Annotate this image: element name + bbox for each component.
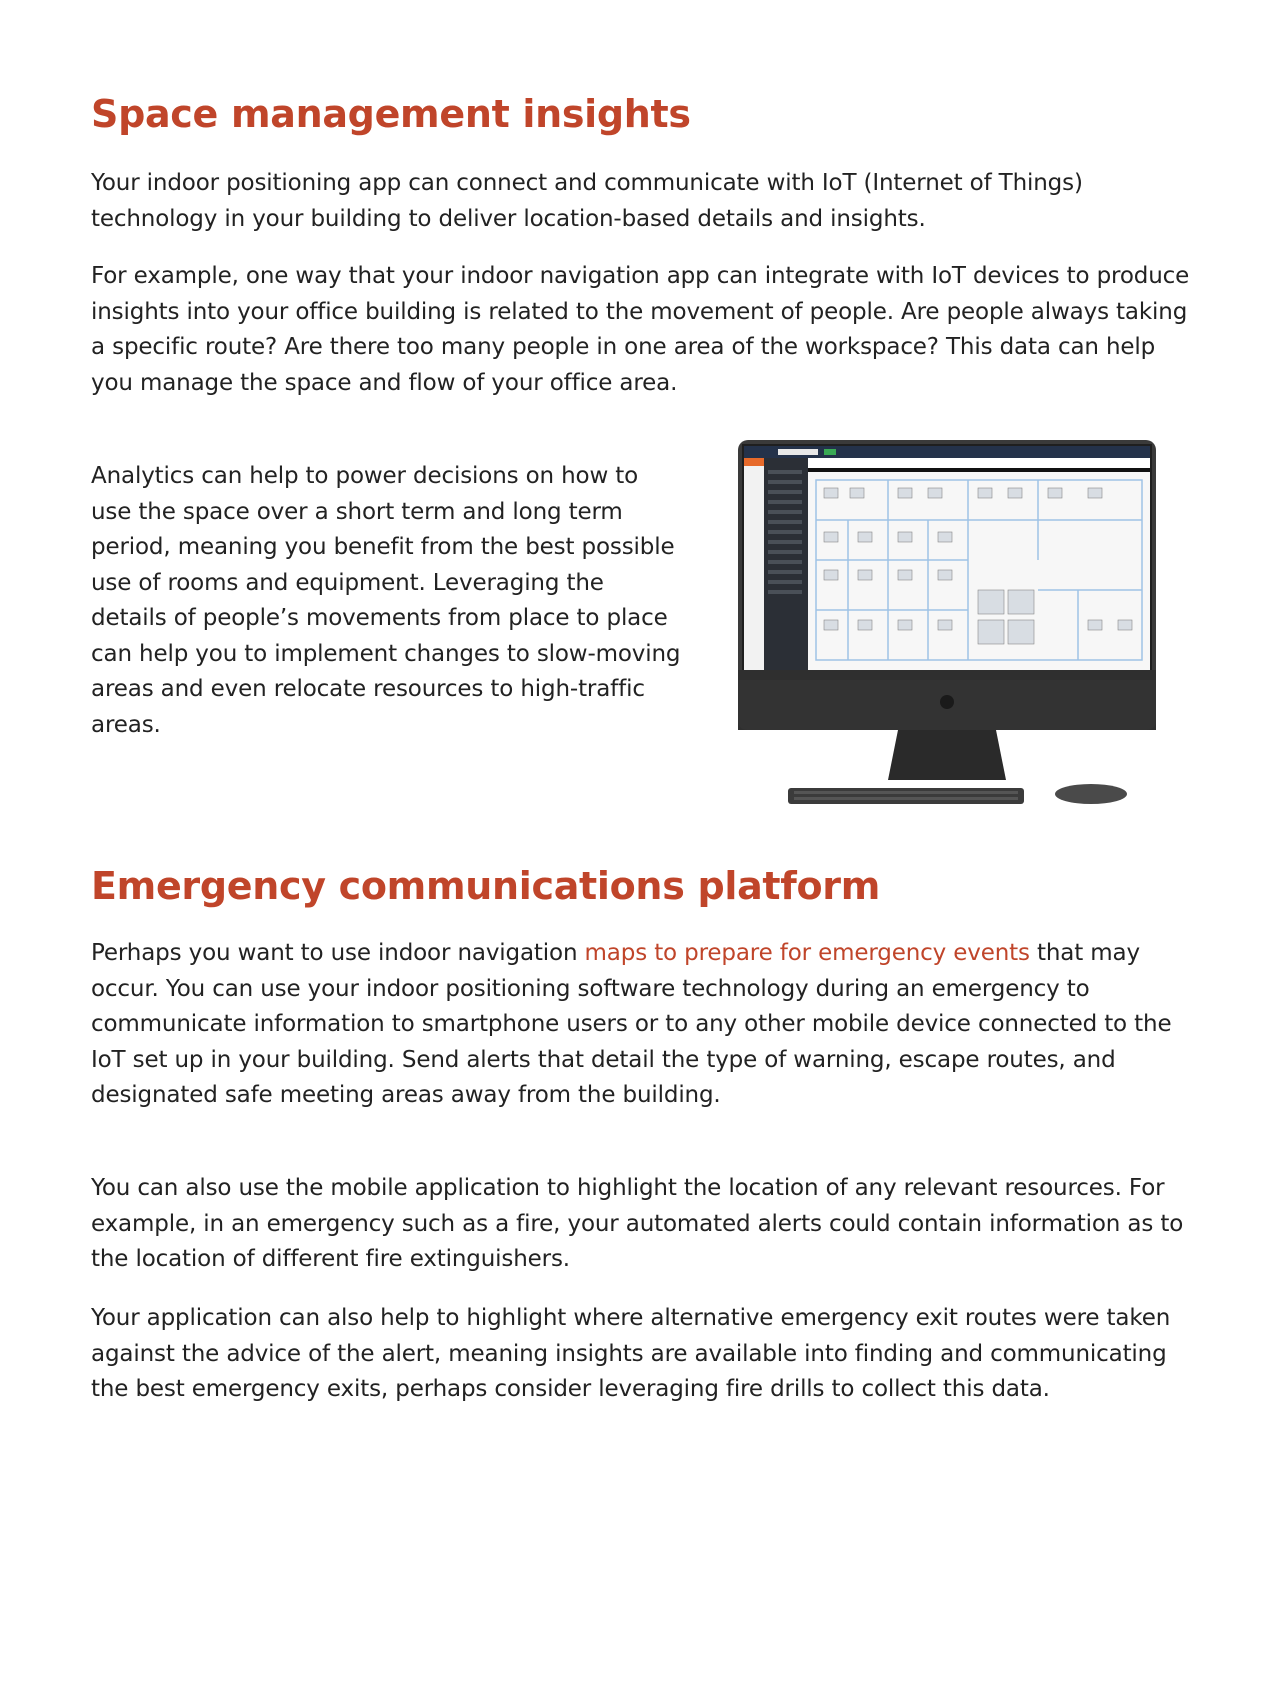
- paragraph-exit-routes: Your application can also help to highlight where alternative emergency exit routes were taken against the advice of the alert, meaning insights are available into finding and communicating the best emergency exits, perhaps consider leveraging fire drills to collect this data.: [91, 1305, 1171, 1402]
- section-heading-space-management: Space management insights: [91, 92, 691, 136]
- apple-logo-icon: [940, 695, 954, 709]
- paragraph-movement-example: For example, one way that your indoor navigation app can integrate with IoT devices to produce insights into your office building is related to the movement of people. Are people always taking a specific route? Are there too many people in one area of the workspace? This data can help you manage the space and flow of your office area.: [91, 263, 1190, 396]
- emergency-maps-link[interactable]: maps to prepare for emergency events: [584, 940, 1030, 966]
- paragraph-text: Perhaps you want to use indoor navigation: [91, 940, 585, 966]
- paragraph-emergency-maps: [91, 936, 1201, 1114]
- desktop-monitor-floorplan-illustration: [738, 440, 1156, 810]
- paragraph-resources: You can also use the mobile application to highlight the location of any relevant resources. For example, in an emergency such as a fire, your automated alerts could contain information as to the location of different fire extinguishers.: [91, 1175, 1184, 1272]
- paragraph-analytics: Analytics can help to power decisions on how to use the space over a short term and long term period, meaning you benefit from the best possible use of rooms and equipment. Leveraging the details of people’s movements from place to place can help you to implement changes to slow-moving areas and even relocate resources to high-traffic areas.: [91, 463, 681, 738]
- paragraph-text-continued: that may occur. You can use your indoor positioning software technology during an emergency to communicate information to smartphone users or to any other mobile device connected to the IoT set up in your building. Send alerts that detail the type of warning, escape routes, and designated safe meeting areas away from the building.: [91, 940, 1172, 1108]
- paragraph-iot-intro: Your indoor positioning app can connect and communicate with IoT (Internet of Things) technology in your building to deliver location-based details and insights.: [91, 170, 1083, 232]
- section-heading-emergency: Emergency communications platform: [91, 864, 881, 908]
